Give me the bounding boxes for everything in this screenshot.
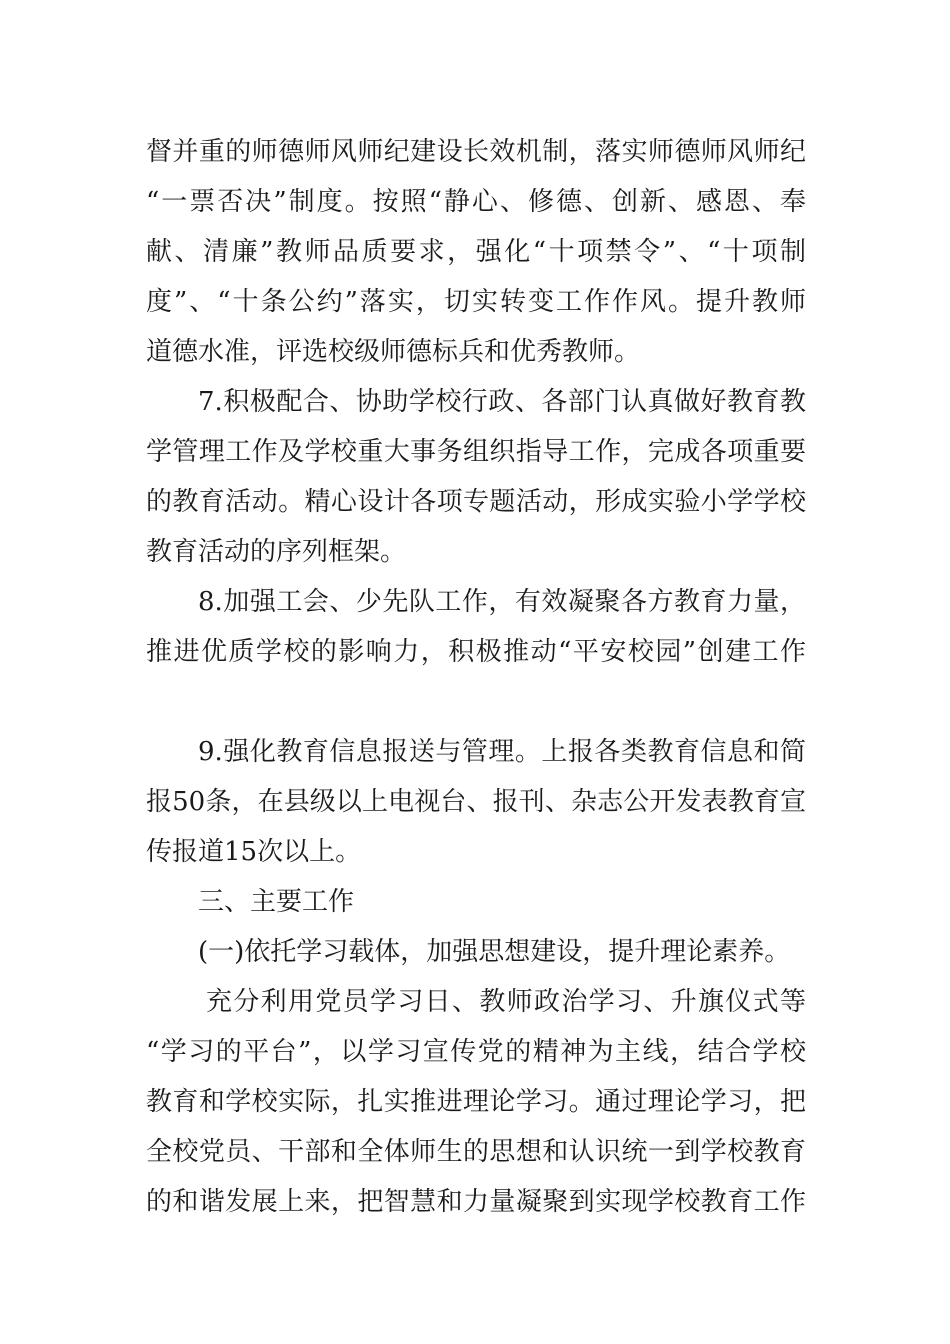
paragraph-line: 教育和学校实际，扎实推进理论学习。通过理论学习，把 — [146, 1087, 806, 1117]
paragraph-line: 报50条，在县级以上电视台、报刊、杂志公开发表教育宣 — [146, 787, 806, 817]
item-8-first-line: 8.加强工会、少先队工作，有效凝聚各方教育力量， — [198, 587, 806, 617]
paragraph-line: 教育活动的序列框架。 — [146, 537, 407, 567]
paragraph-line: 献、清廉”教师品质要求，强化“十项禁令”、“十项制 — [146, 237, 806, 267]
item-9-first-line: 9.强化教育信息报送与管理。上报各类教育信息和简 — [198, 737, 806, 767]
paragraph-line: 学管理工作及学校重大事务组织指导工作，完成各项重要 — [146, 437, 806, 467]
paragraph-line: 度”、“十条公约”落实，切实转变工作作风。提升教师 — [146, 287, 806, 317]
paragraph-line: 全校党员、干部和全体师生的思想和认识统一到学校教育 — [146, 1137, 806, 1167]
paragraph-line: 推进优质学校的影响力，积极推动“平安校园”创建工作 — [146, 637, 806, 667]
paragraph-line: 督并重的师德师风师纪建设长效机制，落实师德师风师纪 — [146, 137, 806, 167]
paragraph-line: “一票否决”制度。按照“静心、修德、创新、感恩、奉 — [146, 187, 806, 217]
paragraph-line: “学习的平台”，以学习宣传党的精神为主线，结合学校 — [146, 1037, 806, 1067]
paragraph-line: 道德水准，评选校级师德标兵和优秀教师。 — [146, 337, 641, 367]
subsection-heading: (一)依托学习载体，加强思想建设，提升理论素养。 — [198, 937, 791, 967]
item-7-first-line: 7.积极配合、协助学校行政、各部门认真做好教育教 — [198, 387, 806, 417]
paragraph-line: 传报道15次以上。 — [146, 837, 362, 867]
paragraph-first-line: 充分利用党员学习日、教师政治学习、升旗仪式等 — [206, 987, 806, 1017]
paragraph-line: 的教育活动。精心设计各项专题活动，形成实验小学学校 — [146, 487, 806, 517]
paragraph-line: 的和谐发展上来，把智慧和力量凝聚到实现学校教育工作 — [146, 1187, 806, 1217]
section-heading: 三、主要工作 — [198, 887, 355, 917]
